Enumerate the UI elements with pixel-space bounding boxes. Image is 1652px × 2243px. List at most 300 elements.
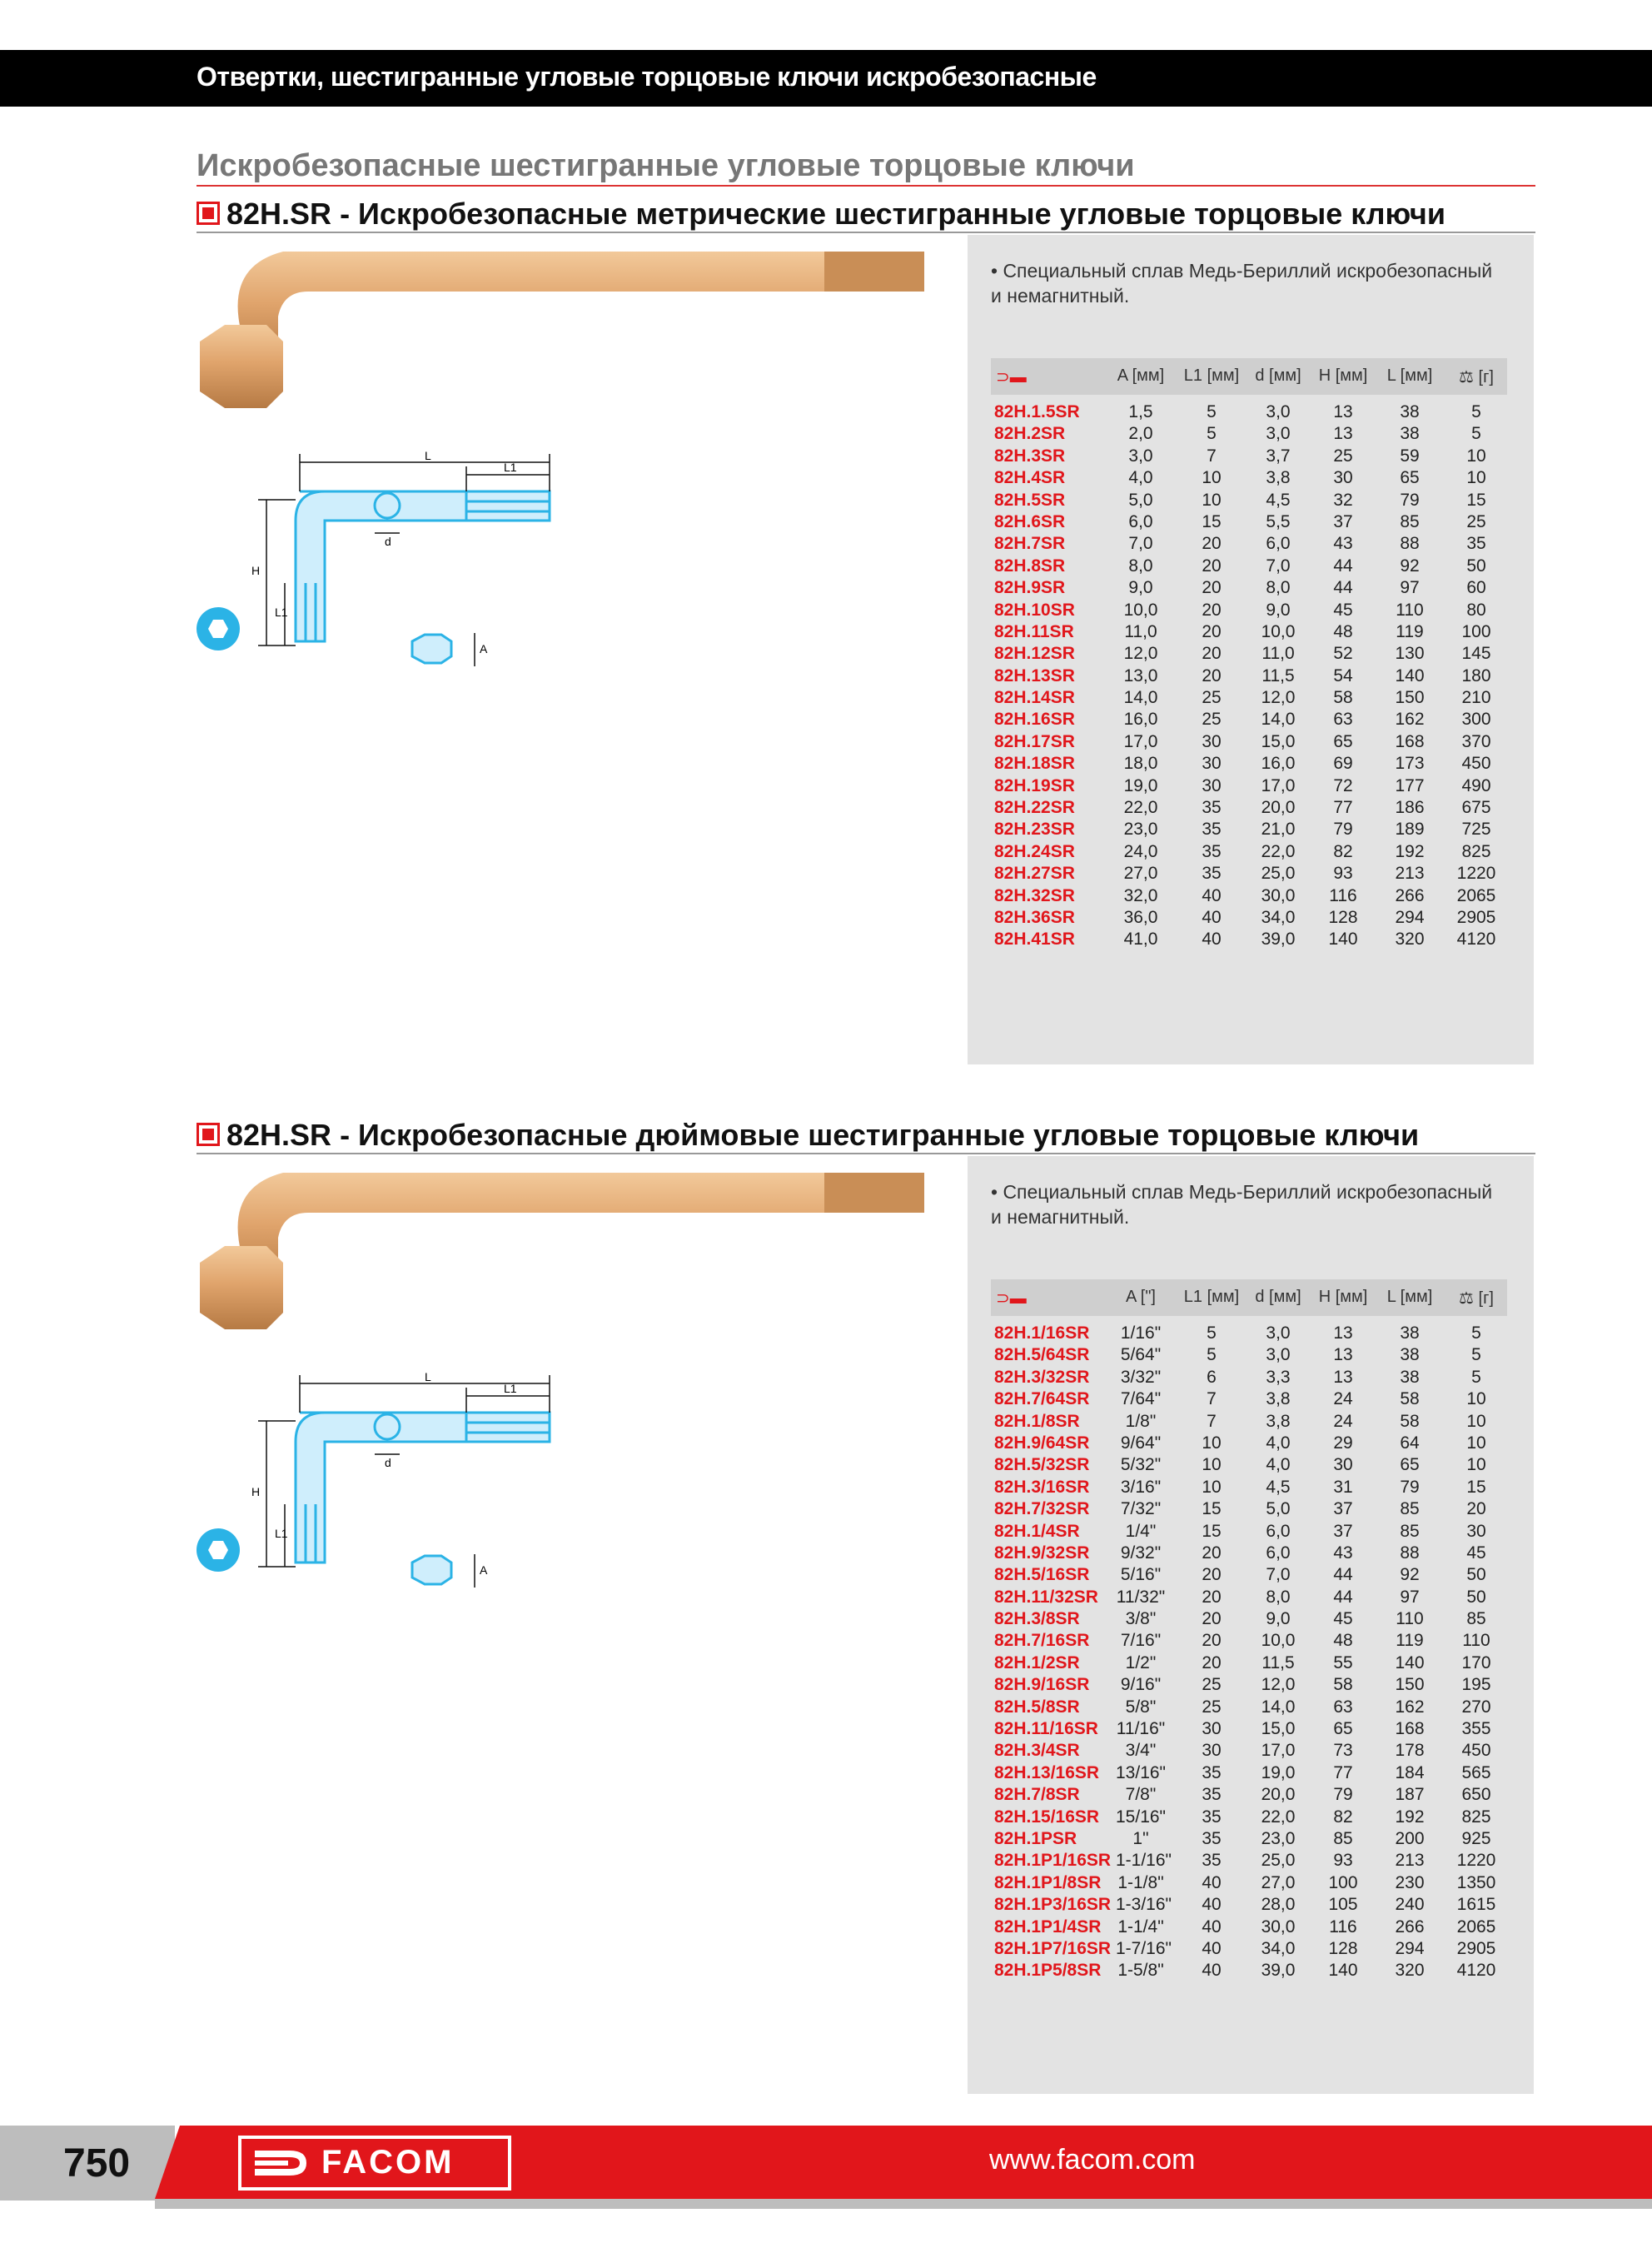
cell-a: 16,0 — [1123, 710, 1158, 730]
website-link[interactable]: www.facom.com — [989, 2144, 1196, 2176]
cell-a: 36,0 — [1123, 907, 1158, 927]
table-row — [991, 490, 1507, 511]
cell-weight: 5 — [1471, 1323, 1481, 1343]
cell-a: 11/32" — [1116, 1587, 1166, 1607]
row-code: 82H.3/16SR — [994, 1477, 1090, 1497]
cell-h: 63 — [1333, 1697, 1353, 1717]
cell-a: 8,0 — [1128, 556, 1153, 576]
cell-a: 1-3/16" — [1116, 1895, 1172, 1915]
cell-l1: 40 — [1202, 885, 1222, 905]
cell-weight: 10 — [1466, 468, 1486, 488]
row-code: 82H.13SR — [994, 665, 1075, 685]
row-code: 82H.3/8SR — [994, 1609, 1080, 1629]
facom-ref-icon: ⊃▬ — [996, 1289, 1027, 1308]
cell-l: 230 — [1395, 1872, 1425, 1892]
row-code: 82H.9/16SR — [994, 1675, 1090, 1695]
table-row — [991, 643, 1507, 665]
cell-h: 128 — [1328, 1938, 1358, 1958]
bullet-square-icon — [197, 1123, 220, 1146]
inch-product-code: 82H.SR — [226, 1118, 332, 1152]
cell-a: 7,0 — [1128, 534, 1153, 554]
cell-a: 22,0 — [1123, 798, 1158, 818]
cell-a: 24,0 — [1123, 841, 1158, 861]
cell-l: 200 — [1395, 1828, 1425, 1848]
cell-l: 110 — [1396, 600, 1424, 620]
cell-d: 19,0 — [1261, 1762, 1296, 1782]
cell-weight: 110 — [1462, 1631, 1490, 1651]
metric-product-text: - Искробезопасные метрические шестигранные угловые торцовые ключи — [331, 197, 1446, 231]
cell-h: 82 — [1333, 841, 1353, 861]
cell-d: 3,0 — [1266, 424, 1291, 444]
cell-d: 3,7 — [1266, 446, 1291, 466]
col-weight — [1447, 366, 1505, 387]
cell-weight: 925 — [1461, 1828, 1491, 1848]
cell-l1: 40 — [1202, 930, 1222, 950]
cell-d: 20,0 — [1261, 1785, 1296, 1805]
section-divider — [197, 185, 1535, 187]
cell-weight: 825 — [1461, 1807, 1491, 1827]
cell-d: 12,0 — [1261, 688, 1296, 708]
cell-l: 162 — [1395, 710, 1425, 730]
table-row — [991, 401, 1507, 423]
cell-l1: 40 — [1202, 1961, 1222, 1981]
bullet-square-icon — [197, 202, 220, 225]
metric-title-divider — [197, 232, 1535, 233]
cell-h: 37 — [1333, 1499, 1353, 1519]
cell-h: 32 — [1333, 490, 1353, 510]
cell-l1: 5 — [1207, 1323, 1217, 1343]
cell-l: 92 — [1400, 1565, 1420, 1585]
cell-a: 13/16" — [1116, 1762, 1167, 1782]
cell-h: 140 — [1328, 1961, 1358, 1981]
table-row — [991, 1630, 1507, 1652]
col-l: L [мм] — [1386, 1288, 1433, 1306]
cell-a: 1,5 — [1128, 402, 1153, 421]
row-code: 82H.1/2SR — [994, 1652, 1080, 1672]
metric-product-code: 82H.SR — [226, 197, 332, 231]
cell-h: 58 — [1333, 1675, 1353, 1695]
cell-l: 213 — [1395, 1851, 1425, 1871]
cell-l1: 35 — [1202, 841, 1222, 861]
cell-a: 9/32" — [1120, 1543, 1162, 1563]
table-row — [991, 621, 1507, 643]
cell-d: 20,0 — [1261, 798, 1296, 818]
brand-name: FACOM — [321, 2144, 455, 2181]
cell-a: 18,0 — [1123, 754, 1158, 774]
metric-product-title — [197, 197, 1446, 232]
cell-l1: 40 — [1202, 1895, 1222, 1915]
cell-l: 150 — [1395, 1675, 1425, 1695]
cell-h: 43 — [1333, 534, 1353, 554]
table-row — [991, 1344, 1507, 1366]
col-h: H [мм] — [1318, 366, 1368, 385]
cell-weight: 195 — [1461, 1675, 1491, 1695]
cell-l: 184 — [1395, 1762, 1425, 1782]
cell-weight: 10 — [1466, 446, 1486, 466]
cell-d: 34,0 — [1261, 907, 1296, 927]
row-code: 82H.22SR — [994, 798, 1075, 818]
cell-d: 8,0 — [1266, 1587, 1291, 1607]
cell-l: 320 — [1395, 930, 1425, 950]
col-weight-label: [г] — [1478, 368, 1494, 386]
row-code: 82H.1.5SR — [994, 402, 1080, 421]
cell-h: 44 — [1333, 1565, 1353, 1585]
cell-h: 140 — [1328, 930, 1358, 950]
cell-l: 85 — [1400, 1521, 1420, 1541]
row-code: 82H.10SR — [994, 600, 1075, 620]
dim-label-a: A — [480, 1563, 488, 1577]
cell-l1: 15 — [1202, 511, 1222, 531]
cell-l1: 20 — [1202, 1631, 1222, 1651]
cell-l1: 10 — [1202, 468, 1222, 488]
cell-l1: 35 — [1202, 1785, 1222, 1805]
cell-a: 11,0 — [1124, 621, 1157, 641]
top-header-bar — [0, 50, 1652, 107]
cell-d: 25,0 — [1261, 864, 1296, 884]
cell-weight: 10 — [1466, 1411, 1486, 1431]
cell-l: 130 — [1395, 644, 1425, 664]
cell-a: 3,0 — [1128, 446, 1153, 466]
cell-l1: 10 — [1202, 1455, 1222, 1475]
cell-l1: 25 — [1202, 688, 1222, 708]
cell-weight: 85 — [1466, 1609, 1486, 1629]
cell-h: 116 — [1329, 1917, 1357, 1936]
cell-d: 10,0 — [1261, 621, 1296, 641]
cell-weight: 15 — [1466, 1477, 1486, 1497]
cell-d: 17,0 — [1261, 1741, 1296, 1761]
cell-d: 6,0 — [1266, 534, 1291, 554]
row-code: 82H.1P1/4SR — [994, 1917, 1102, 1936]
cell-h: 43 — [1333, 1543, 1353, 1563]
cell-weight: 10 — [1466, 1455, 1486, 1475]
cell-a: 5/8" — [1125, 1697, 1157, 1717]
cell-d: 25,0 — [1261, 1851, 1296, 1871]
cell-d: 3,0 — [1266, 402, 1291, 421]
cell-weight: 370 — [1461, 731, 1491, 751]
cell-l: 240 — [1395, 1895, 1425, 1915]
section-title: Искробезопасные шестигранные угловые торцовые ключи — [197, 148, 1135, 183]
cell-l: 294 — [1395, 1938, 1425, 1958]
col-weight-label: [г] — [1478, 1289, 1494, 1308]
cell-h: 77 — [1333, 798, 1353, 818]
cell-d: 11,5 — [1261, 1652, 1295, 1672]
row-code: 82H.7/32SR — [994, 1499, 1090, 1519]
cell-a: 13,0 — [1123, 665, 1158, 685]
cell-l: 177 — [1395, 775, 1425, 795]
cell-weight: 50 — [1466, 556, 1486, 576]
cell-l: 65 — [1400, 468, 1420, 488]
cell-d: 9,0 — [1266, 600, 1291, 620]
cell-h: 55 — [1333, 1652, 1353, 1672]
cell-l: 140 — [1395, 665, 1425, 685]
cell-weight: 180 — [1461, 665, 1491, 685]
cell-weight: 270 — [1461, 1697, 1491, 1717]
cell-d: 7,0 — [1266, 1565, 1291, 1585]
table-row — [991, 819, 1507, 840]
cell-h: 79 — [1333, 1785, 1353, 1805]
cell-d: 16,0 — [1261, 754, 1296, 774]
row-code: 82H.18SR — [994, 754, 1075, 774]
cell-a: 9,0 — [1128, 578, 1153, 598]
row-code: 82H.5/8SR — [994, 1697, 1080, 1717]
dim-label-l1: L1 — [504, 1382, 517, 1395]
cell-h: 45 — [1333, 600, 1353, 620]
cell-weight: 35 — [1466, 534, 1486, 554]
cell-d: 7,0 — [1266, 556, 1291, 576]
cell-weight: 300 — [1461, 710, 1491, 730]
cell-l1: 30 — [1202, 731, 1222, 751]
table-row — [991, 1960, 1507, 1981]
row-code: 82H.41SR — [994, 930, 1075, 950]
category-title: Отвертки, шестигранные угловые торцовые ключи искробезопасные — [197, 62, 1097, 92]
cell-a: 1-5/8" — [1117, 1961, 1164, 1981]
cell-weight: 50 — [1466, 1565, 1486, 1585]
dim-label-d: d — [385, 535, 391, 548]
cell-l1: 10 — [1202, 490, 1222, 510]
cell-l: 187 — [1395, 1785, 1425, 1805]
cell-l1: 20 — [1202, 621, 1222, 641]
cell-l: 38 — [1400, 1367, 1420, 1387]
cell-a: 9/16" — [1120, 1675, 1162, 1695]
col-a: A ["] — [1125, 1288, 1156, 1306]
cell-l1: 20 — [1202, 556, 1222, 576]
cell-a: 1/2" — [1125, 1652, 1157, 1672]
table-row — [991, 709, 1507, 730]
cell-a: 5/64" — [1120, 1345, 1162, 1365]
row-code: 82H.9/64SR — [994, 1433, 1090, 1453]
row-code: 82H.1P3/16SR — [994, 1895, 1112, 1915]
cell-d: 23,0 — [1261, 1828, 1296, 1848]
cell-l1: 35 — [1202, 1762, 1222, 1782]
cell-weight: 25 — [1466, 511, 1486, 531]
cell-a: 17,0 — [1123, 731, 1158, 751]
cell-d: 3,8 — [1266, 1389, 1291, 1409]
cell-a: 23,0 — [1123, 820, 1158, 840]
table-row — [991, 1807, 1507, 1828]
cell-d: 4,5 — [1266, 490, 1291, 510]
table-row — [991, 1894, 1507, 1916]
cell-d: 15,0 — [1261, 1719, 1296, 1739]
cell-weight: 60 — [1466, 578, 1486, 598]
row-code: 82H.1P7/16SR — [994, 1938, 1112, 1958]
dim-label-l: L — [425, 1370, 431, 1383]
cell-a: 5,0 — [1128, 490, 1153, 510]
cell-l1: 15 — [1202, 1499, 1222, 1519]
row-code: 82H.3/32SR — [994, 1367, 1090, 1387]
cell-weight: 5 — [1471, 1367, 1481, 1387]
table-row — [991, 863, 1507, 885]
inch-dimension-diagram — [192, 1363, 641, 1612]
table-row — [991, 1674, 1507, 1696]
col-l1: L1 [мм] — [1183, 1288, 1240, 1306]
inch-spec-panel — [968, 1156, 1534, 2094]
table-row — [991, 1521, 1507, 1543]
row-code: 82H.1/4SR — [994, 1521, 1080, 1541]
dim-label-h: H — [251, 564, 261, 577]
col-l: L [мм] — [1386, 366, 1433, 385]
table-row — [991, 1388, 1507, 1410]
cell-a: 32,0 — [1123, 885, 1158, 905]
table-row — [991, 841, 1507, 863]
cell-l: 64 — [1400, 1433, 1420, 1453]
cell-h: 69 — [1333, 754, 1353, 774]
cell-l: 168 — [1395, 731, 1425, 751]
table-row — [991, 753, 1507, 775]
cell-weight: 2905 — [1456, 907, 1496, 927]
cell-l: 88 — [1400, 534, 1420, 554]
table-row — [991, 511, 1507, 533]
table-row — [991, 1718, 1507, 1740]
cell-h: 13 — [1333, 402, 1353, 421]
cell-d: 3,8 — [1266, 1411, 1291, 1431]
row-code: 82H.1/16SR — [994, 1323, 1090, 1343]
cell-l1: 40 — [1202, 1938, 1222, 1958]
row-code: 82H.5/16SR — [994, 1565, 1090, 1585]
cell-l: 38 — [1400, 424, 1420, 444]
cell-h: 79 — [1333, 820, 1353, 840]
cell-l1: 35 — [1202, 1828, 1222, 1848]
cell-weight: 2065 — [1456, 885, 1496, 905]
inch-product-title — [197, 1118, 1419, 1153]
cell-a: 1-1/8" — [1117, 1872, 1164, 1892]
cell-a: 1-1/16" — [1116, 1851, 1172, 1871]
cell-d: 11,0 — [1261, 644, 1295, 664]
table-row — [991, 1433, 1507, 1454]
hex-drive-icon — [197, 1528, 240, 1572]
cell-h: 24 — [1333, 1411, 1353, 1431]
row-code: 82H.1/8SR — [994, 1411, 1080, 1431]
dim-label-d: d — [385, 1456, 391, 1469]
cell-l1: 5 — [1207, 424, 1217, 444]
table-row — [991, 1543, 1507, 1564]
cell-l: 266 — [1395, 885, 1425, 905]
cell-h: 44 — [1333, 556, 1353, 576]
row-code: 82H.32SR — [994, 885, 1075, 905]
cell-l1: 20 — [1202, 1652, 1222, 1672]
table-row — [991, 533, 1507, 555]
row-code: 82H.1P5/8SR — [994, 1961, 1102, 1981]
row-code: 82H.11/32SR — [994, 1587, 1098, 1607]
page-number-box — [0, 2126, 175, 2201]
cell-l1: 7 — [1207, 1411, 1217, 1431]
row-code: 82H.5SR — [994, 490, 1066, 510]
cell-h: 77 — [1333, 1762, 1353, 1782]
cell-d: 10,0 — [1261, 1631, 1296, 1651]
row-code: 82H.3SR — [994, 446, 1066, 466]
row-code: 82H.7/16SR — [994, 1631, 1090, 1651]
cell-l1: 35 — [1202, 798, 1222, 818]
cell-a: 1-1/4" — [1117, 1917, 1164, 1936]
cell-l1: 30 — [1202, 775, 1222, 795]
table-row — [991, 1784, 1507, 1806]
row-code: 82H.1P1/16SR — [994, 1851, 1112, 1871]
cell-l: 85 — [1400, 1499, 1420, 1519]
row-code: 82H.19SR — [994, 775, 1075, 795]
cell-weight: 50 — [1466, 1587, 1486, 1607]
cell-l: 119 — [1396, 1631, 1424, 1651]
cell-weight: 30 — [1466, 1521, 1486, 1541]
cell-l: 110 — [1396, 1609, 1424, 1629]
cell-weight: 10 — [1466, 1433, 1486, 1453]
dim-label-l1-vertical: L1 — [275, 1527, 288, 1540]
cell-weight: 355 — [1461, 1719, 1491, 1739]
cell-d: 3,8 — [1266, 468, 1291, 488]
cell-a: 19,0 — [1123, 775, 1158, 795]
cell-d: 11,5 — [1261, 665, 1295, 685]
cell-l: 79 — [1400, 1477, 1420, 1497]
cell-weight: 1220 — [1456, 1851, 1496, 1871]
cell-l1: 20 — [1202, 1587, 1222, 1607]
table-row — [991, 600, 1507, 621]
cell-d: 4,0 — [1266, 1433, 1291, 1453]
dim-label-l: L — [425, 449, 431, 462]
cell-d: 30,0 — [1261, 1917, 1296, 1936]
table-row — [991, 1498, 1507, 1520]
cell-l: 178 — [1395, 1741, 1425, 1761]
cell-weight: 45 — [1466, 1543, 1486, 1563]
cell-l1: 7 — [1207, 1389, 1217, 1409]
table-row — [991, 577, 1507, 599]
cell-l: 58 — [1400, 1411, 1420, 1431]
cell-a: 3/4" — [1125, 1741, 1157, 1761]
row-code: 82H.7SR — [994, 534, 1066, 554]
cell-d: 5,0 — [1266, 1499, 1291, 1519]
cell-weight: 565 — [1461, 1762, 1491, 1782]
cell-weight: 80 — [1466, 600, 1486, 620]
facom-logo[interactable] — [238, 2136, 511, 2191]
cell-weight: 210 — [1461, 688, 1491, 708]
cell-a: 5/16" — [1120, 1565, 1162, 1585]
cell-l: 58 — [1400, 1389, 1420, 1409]
cell-h: 48 — [1333, 1631, 1353, 1651]
cell-h: 82 — [1333, 1807, 1353, 1827]
row-code: 82H.5/32SR — [994, 1455, 1090, 1475]
cell-l1: 20 — [1202, 665, 1222, 685]
col-d: d [мм] — [1255, 366, 1301, 385]
row-code: 82H.8SR — [994, 556, 1066, 576]
cell-weight: 825 — [1461, 841, 1491, 861]
cell-a: 3/16" — [1120, 1477, 1162, 1497]
cell-h: 13 — [1333, 424, 1353, 444]
cell-l1: 5 — [1207, 402, 1217, 421]
table-row — [991, 1872, 1507, 1894]
row-code: 82H.11/16SR — [994, 1719, 1098, 1739]
table-row — [991, 446, 1507, 467]
cell-d: 4,5 — [1266, 1477, 1291, 1497]
cell-h: 30 — [1333, 468, 1353, 488]
cell-d: 17,0 — [1261, 775, 1296, 795]
inch-product-text: - Искробезопасные дюймовые шестигранные угловые торцовые ключи — [331, 1118, 1420, 1152]
cell-l1: 25 — [1202, 1697, 1222, 1717]
cell-weight: 2905 — [1456, 1938, 1496, 1958]
cell-a: 1/8" — [1125, 1411, 1157, 1431]
cell-h: 25 — [1333, 446, 1353, 466]
inch-title-divider — [197, 1153, 1535, 1154]
cell-l1: 20 — [1202, 578, 1222, 598]
cell-h: 52 — [1333, 644, 1353, 664]
cell-l1: 20 — [1202, 534, 1222, 554]
cell-weight: 450 — [1461, 1741, 1491, 1761]
cell-l: 294 — [1395, 907, 1425, 927]
cell-d: 22,0 — [1261, 1807, 1296, 1827]
table-row — [991, 775, 1507, 797]
row-code: 82H.36SR — [994, 907, 1075, 927]
cell-d: 14,0 — [1261, 1697, 1296, 1717]
cell-weight: 5 — [1471, 1345, 1481, 1365]
table-row — [991, 1652, 1507, 1674]
row-code: 82H.7/8SR — [994, 1785, 1080, 1805]
row-code: 82H.14SR — [994, 688, 1075, 708]
